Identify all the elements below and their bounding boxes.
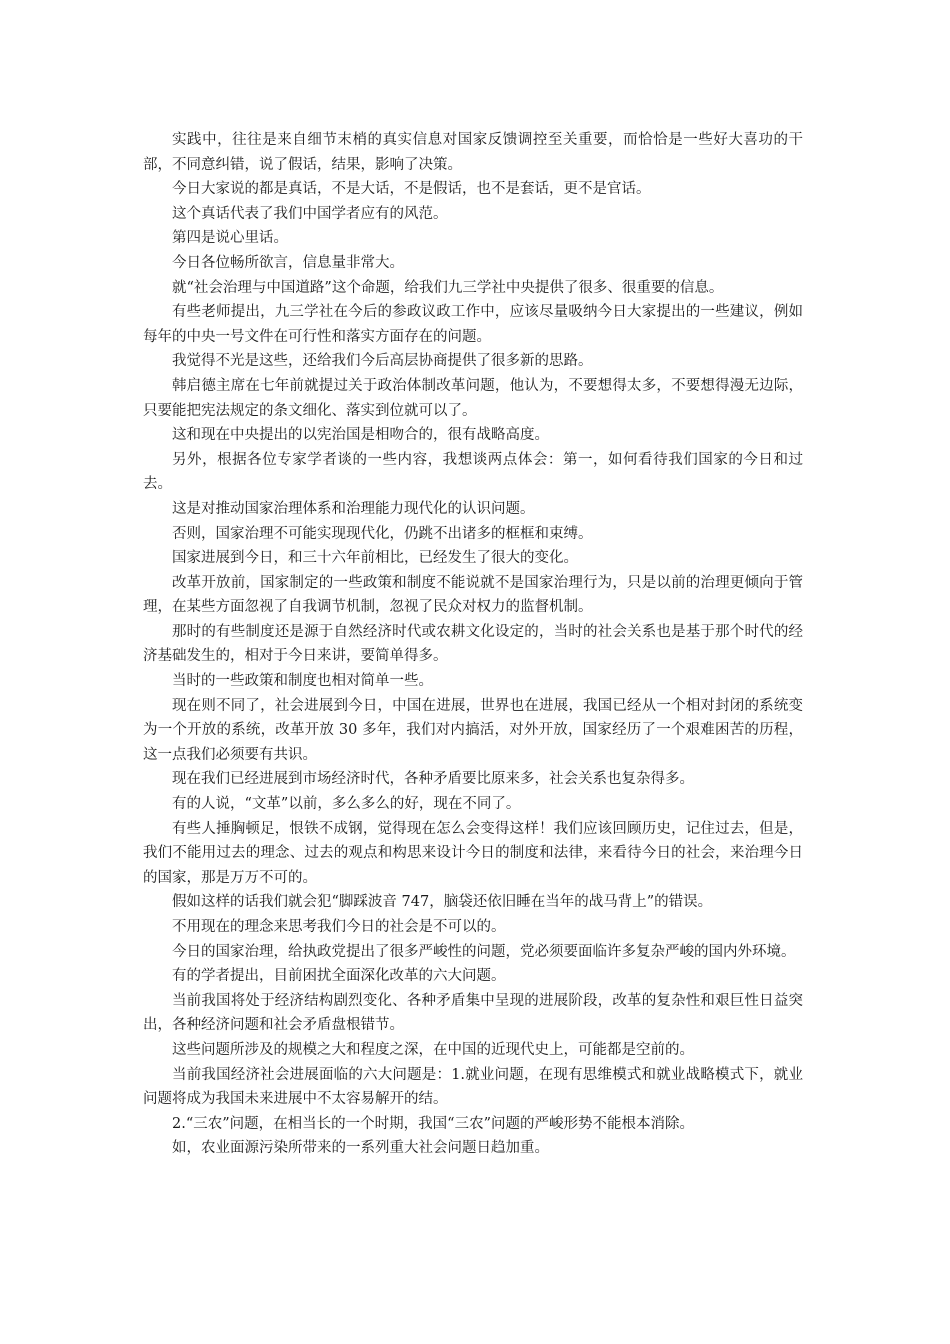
paragraph: 今日的国家治理，给执政党提出了很多严峻性的问题，党必须要面临许多复杂严峻的国内外环境。 [172, 943, 796, 960]
paragraph: 今日大家说的都是真话，不是大话，不是假话，也不是套话，更不是官话。 [172, 181, 651, 198]
paragraph: 2.“三农”问题，在相当长的一个时期，我国“三农”问题的严峻形势不能根本消除。 [172, 1115, 694, 1132]
paragraph: 韩启德主席在七年前就提过关于政治体制改革问题，他认为，不要想得太多，不要想得漫无边际，只要能把宪法规定的条文细化、落实到位就可以了。 [143, 377, 803, 419]
paragraph: 第四是说心里话。 [172, 230, 288, 247]
paragraph: 现在则不同了，社会进展到今日，中国在进展，世界也在进展，我国已经从一个相对封闭的系统变为一个开放的系统，改革开放 30 多年，我们对内搞活，对外开放，国家经历了一个艰难困苦的历程，这一点我们必须要有共识。 [143, 697, 803, 763]
paragraph: 否则，国家治理不可能实现现代化，仍跳不出诸多的框框和束缚。 [172, 525, 593, 542]
paragraph: 有些人捶胸顿足，恨铁不成钢，觉得现在怎么会变得这样！我们应该回顾历史，记住过去，但是，我们不能用过去的理念、过去的观点和构思来设计今日的制度和法律，来看待今日的社会，来治理今日的国家，那是万万不可的。 [143, 820, 803, 886]
paragraph: 这和现在中央提出的以宪治国是相吻合的，很有战略高度。 [172, 427, 549, 444]
paragraph: 这个真话代表了我们中国学者应有的风范。 [172, 205, 448, 222]
paragraph: 另外，根据各位专家学者谈的一些内容，我想谈两点体会：第一，如何看待我们国家的今日和过去。 [143, 451, 803, 493]
paragraph: 有些老师提出，九三学社在今后的参政议政工作中，应该尽量吸纳今日大家提出的一些建议，例如每年的中央一号文件在可行性和落实方面存在的问题。 [143, 304, 803, 345]
document-body [143, 128, 803, 1161]
paragraph: 当前我国将处于经济结构剧烈变化、各种矛盾集中呈现的进展阶段，改革的复杂性和艰巨性日益突出，各种经济问题和社会矛盾盘根错节。 [143, 992, 803, 1034]
paragraph: 我觉得不光是这些，还给我们今后高层协商提供了很多新的思路。 [172, 353, 593, 370]
paragraph: 当前我国经济社会进展面临的六大问题是：1.就业问题，在现有思维模式和就业战略模式下，就业问题将成为我国未来进展中不太容易解开的结。 [143, 1066, 803, 1108]
paragraph: 不用现在的理念来思考我们今日的社会是不可以的。 [172, 919, 506, 935]
paragraph: 现在我们已经进展到市场经济时代，各种矛盾要比原来多，社会关系也复杂得多。 [172, 771, 694, 788]
paragraph: 改革开放前，国家制定的一些政策和制度不能说就不是国家治理行为，只是以前的治理更倾向于管理，在某些方面忽视了自我调节机制，忽视了民众对权力的监督机制。 [143, 574, 803, 616]
paragraph: 那时的有些制度还是源于自然经济时代或农耕文化设定的，当时的社会关系也是基于那个时代的经济基础发生的，相对于今日来讲，要简单得多。 [143, 623, 803, 665]
paragraph: 当时的一些政策和制度也相对简单一些。 [172, 673, 433, 690]
paragraph: 国家进展到今日，和三十六年前相比，已经发生了很大的变化。 [172, 550, 578, 567]
paragraph: 这些问题所涉及的规模之大和程度之深，在中国的近现代史上，可能都是空前的。 [172, 1041, 694, 1058]
paragraph: 有的人说，“文革”以前，多么多么的好，现在不同了。 [172, 796, 521, 813]
paragraph: 今日各位畅所欲言，信息量非常大。 [172, 254, 404, 271]
paragraph: 假如这样的话我们就会犯“脚踩波音 747，脑袋还依旧睡在当年的战马背上”的错误。 [172, 894, 713, 911]
paragraph: 有的学者提出，目前困扰全面深化改革的六大问题。 [172, 968, 506, 985]
paragraph: 这是对推动国家治理体系和治理能力现代化的认识问题。 [172, 500, 535, 517]
paragraph: 如，农业面源污染所带来的一系列重大社会问题日趋加重。 [172, 1140, 549, 1157]
paragraph: 就“社会治理与中国道路”这个命题，给我们九三学社中央提供了很多、很重要的信息。 [172, 279, 724, 296]
paragraph: 实践中，往往是来自细节末梢的真实信息对国家反馈调控至关重要，而恰恰是一些好大喜功的干部，不同意纠错，说了假话，结果，影响了决策。 [143, 132, 803, 173]
